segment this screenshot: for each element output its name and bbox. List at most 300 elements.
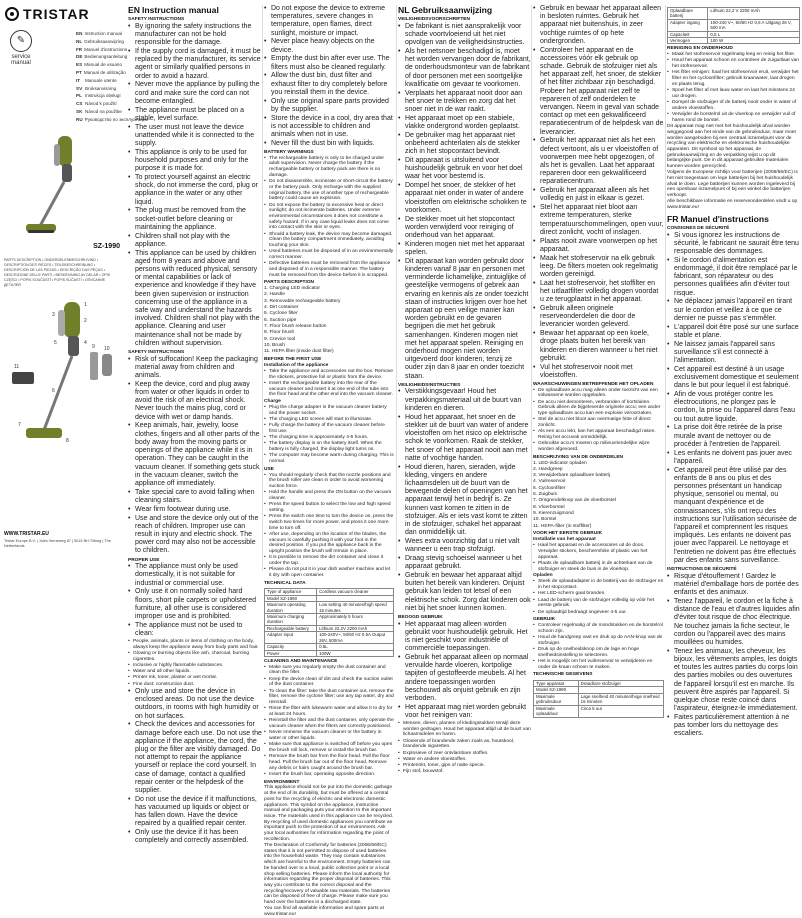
not-for-list-nl bbox=[398, 721, 531, 775]
list-item: 7. Floor brush release button bbox=[264, 323, 327, 329]
language-code: SV bbox=[76, 85, 83, 91]
lang-code-nl: NL bbox=[398, 5, 410, 15]
list-item: • Si vous ignorez les instructions de sécurité, le fabricant ne saurait être tenu responsable des dommages. bbox=[667, 232, 800, 257]
heading-safety-2: SAFETY INSTRUCTIONS bbox=[128, 349, 185, 355]
language-label: Руководство по эксплуатации bbox=[84, 116, 149, 122]
list-item: • Afin de vous protéger contre les électrocutions, ne plongez pas le cordon, la prise ou l'appareil dans l'eau ou tout autre liquide. bbox=[667, 391, 800, 424]
language-label: Manual de utilização bbox=[83, 69, 126, 75]
language-code: NL bbox=[76, 38, 83, 44]
list-item: • People, animals, plants or items of clothing on the body, always keep the appliance away from body parts and hair. bbox=[128, 639, 262, 650]
heading-use-nl: GEBRUIK bbox=[533, 617, 556, 623]
table-cell-value bbox=[708, 19, 800, 31]
subheading-install: Installation of the appliance bbox=[264, 362, 329, 368]
brand-name: TRISTAR bbox=[23, 6, 90, 22]
table-cell-value-text-2: Uitgang 26 V, 500 mA bbox=[710, 19, 792, 31]
heading-battery: BATTERY WARNINGS bbox=[264, 150, 314, 156]
list-item: 10. Brush bbox=[264, 342, 285, 348]
list-item: • To clean the filter: take the dust container out, remove the filter, remove the cyclone filter; use any tap water, dry and reinstall. bbox=[264, 689, 394, 706]
environment-text: This appliance should not be put into the domestic garbage at the end of its durability, but must be offered at a central point for the recycling of electric and electronic domestic appliances. This symbol on the appliance, instruction manual and packaging puts your attention to this important issue. The materials used in this appliance can be recycled. By recycling of used domestic appliances you contribute an important push to the protection of our environment. Ask your local authorities for information regarding the point of recollection. bbox=[264, 785, 394, 842]
list-item: • Spoel het filter af met lauw water en laat het minstens 24 uur drogen. bbox=[667, 88, 800, 99]
list-item: • Take special care to avoid falling when cleaning stairs. bbox=[128, 489, 262, 505]
heading-before-use: BEFORE THE FIRST USE bbox=[264, 356, 322, 362]
list-item: • Dit apparaat is uitsluitend voor huishoudelijk gebruik en voor het doel waar het voor bestemd is. bbox=[398, 157, 531, 182]
list-item: • Gebruik het apparaat niet als het een defect vertoont, als u er vloeistoffen of voorwerpen mee hebt opgezogen, of als het is gevallen. Laat het apparaat repareren door een gekwalificeerd reparatiecentrum. bbox=[533, 137, 664, 186]
heading-battery-nl: WAARSCHUWINGEN BETREFFENDE HET OPLADEN bbox=[533, 382, 654, 388]
service-line2: manual bbox=[11, 60, 31, 66]
safety-list-cont-nl bbox=[533, 5, 664, 380]
language-list bbox=[76, 30, 149, 124]
list-item: • Stel de accu niet bloot aan overmatige hitte of direct zonlicht. bbox=[533, 417, 664, 428]
list-item: • Houd de handgreep vast en druk op de AAN-knop van de stofzuiger. bbox=[533, 635, 664, 646]
subheading-charge-nl: Opladen bbox=[533, 572, 553, 578]
battery-list-nl bbox=[533, 388, 664, 453]
parts-list-nl bbox=[533, 461, 664, 530]
list-item: • Fine dust: construction dust. bbox=[128, 682, 262, 688]
table-row bbox=[265, 650, 394, 656]
svg-text:6: 6 bbox=[52, 388, 55, 394]
column-dutch-french bbox=[667, 5, 800, 738]
list-item: • Het apparaat mag alleen worden gebruikt voor huishoudelijk gebruik. Het is niet geschikt voor industriële of commerciële toepassingen. bbox=[398, 621, 531, 654]
charge-list-nl bbox=[533, 579, 664, 615]
table-cell-value bbox=[708, 8, 800, 20]
heading-safety-fr: CONSIGNES DE SÉCURITÉ bbox=[667, 225, 730, 231]
list-item: • Gebruik alleen originele reserveonderdelen die door de leverancier worden geleverd. bbox=[533, 305, 664, 330]
parts-diagram bbox=[4, 292, 120, 450]
column-divider bbox=[262, 5, 263, 571]
use-list bbox=[264, 473, 394, 579]
heading-parts: PARTS DESCRIPTION bbox=[264, 280, 315, 286]
list-item: • Verstikkingsgevaar! Houd het verpakkingsmateriaal uit de buurt van kinderen en dieren. bbox=[398, 388, 531, 413]
column-dutch-1 bbox=[398, 5, 531, 775]
svg-text:11: 11 bbox=[14, 364, 20, 370]
list-item: • Het apparaat mag niet worden gebruikt voor het reinigen van: bbox=[398, 704, 531, 720]
list-item: • Keep the device, cord and plug away from water or other liquids in order to avoid the risk of an electrical shock. Never touch the mains plug, cord or device with wet or damp hands. bbox=[128, 381, 262, 422]
table-row bbox=[265, 632, 394, 644]
list-item: • Les enfants ne doivent pas jouer avec l'appareil. bbox=[667, 450, 800, 466]
language-label: Návod na použitie bbox=[85, 108, 122, 114]
list-item: • After use, depending on the location of the blades, the vacuum is carefully pushing it with your foot in the desired position. If you put the appliance back in the upright position the brush will remain in place. bbox=[264, 532, 394, 555]
language-label: Instruction manual bbox=[84, 31, 122, 36]
language-label: Návod k použití bbox=[85, 101, 117, 107]
language-label: Bedienungsanleitung bbox=[84, 54, 128, 60]
list-item: • Als een accu lekt, kan het apparaat beschadigd raken. Reinig het accuvak onmiddellijk. bbox=[533, 429, 664, 440]
tristar-logo-icon bbox=[5, 7, 19, 21]
table-cell-label: Type apparaat bbox=[534, 681, 579, 687]
list-item: • Never fill the dust bin with liquids. bbox=[264, 140, 394, 148]
table-cell-value-text: 100 W bbox=[710, 38, 724, 44]
table-cell-value bbox=[578, 693, 663, 705]
list-item: • This appliance is only to be used for household purposes and only for the purpose it is made for. bbox=[128, 149, 262, 174]
language-item-sk bbox=[76, 108, 122, 116]
not-for-list bbox=[128, 639, 262, 688]
list-item: • Kinderen mogen niet met het apparaat spelen. bbox=[398, 241, 531, 257]
environment-text-nl: Dit apparaat mag niet met het huishoudelijk afval worden weggegooid aan het einde van de gebruiksduur, maar moet worden aangeboden bij een centraal inzamelpunt voor de recycling van elektrische en elektronische huishoudelijke apparaten. Dit symbool op het apparaat, de gebruiksaanwijzing en de verpakking wijst u op dit belangrijke punt. De in dit apparaat gebruikte materialen kunnen worden gerecycled. bbox=[667, 124, 796, 170]
technical-data-table bbox=[264, 588, 394, 656]
proper-use-list-nl bbox=[398, 621, 531, 721]
list-item: • Only use the device if it has been completely and correctly assembled. bbox=[128, 829, 262, 845]
list-item: • Cet appareil est destiné à un usage exclusivement domestique et seulement dans le but pour lequel il est fabriqué. bbox=[667, 366, 800, 391]
table-cell-value bbox=[317, 650, 394, 656]
safety-list bbox=[128, 23, 262, 348]
lang-code-fr: FR bbox=[667, 213, 679, 224]
list-item: • Risk of suffocation! Keep the packaging material away from children and animals. bbox=[128, 356, 262, 381]
table-cell-label: Maximum charging duration bbox=[265, 614, 317, 626]
heading-safety-2-fr: INSTRUCTIONS DE SÉCURITÉ bbox=[667, 567, 737, 573]
language-item-pt bbox=[76, 69, 126, 77]
cleaning-list bbox=[264, 665, 394, 778]
list-item: • Gebruik en bewaar het apparaat altijd buiten het bereik van kinderen. Onjuist gebruik kan leiden tot letsel of een elektrische schok. Zorg dat kinderen ook niet bij het snoer kunnen komen. bbox=[398, 572, 531, 613]
list-item: 11. HEPA-filter (in stoffilter) bbox=[533, 523, 592, 529]
list-item: • De accu niet demonteren, verbranden of kortsluiten. Gebruik alleen de bijgeleverde originele accu; een ander type oplaadbare accu kan een explosie veroorzaken. bbox=[533, 400, 664, 417]
table-cell-value-text: Low setting 40 minutes/high speed 15 minutes bbox=[319, 602, 387, 613]
list-item: • Insert the brush bar, operating opposite direction. bbox=[264, 772, 394, 778]
list-item: • Haal het apparaat en de accessoires uit de doos. Verwijder stickers, beschermfolie of plastic van het apparaat. bbox=[533, 543, 664, 560]
language-code: EN bbox=[76, 31, 83, 36]
list-item: • Dompel de stofzuiger of de batterij nooit onder in water of andere vloeistoffen. bbox=[667, 100, 800, 111]
list-item: • Dompel het snoer, de stekker of het apparaat niet onder in water of andere vloeistoffen om elektrische schokken te voorkomen. bbox=[398, 182, 531, 215]
list-item: • Gebruik het apparaat alleen op normaal vervuilde harde vloeren, kortpolige tapijten of gestoffeerde meubels. Al het andere toepassingen worden beschouwd als onjuist gebruik en zijn verboden. bbox=[398, 654, 531, 703]
wrench-icon: ✎ bbox=[10, 30, 32, 52]
support-text-nl: Alle beschikbare informatie en reserveonderdelen vindt u op www.tristar.eu! bbox=[667, 199, 798, 211]
table-cell-label: Capaciteit bbox=[668, 31, 708, 37]
table-cell-label: Vermogen bbox=[668, 38, 708, 44]
heading-proper-use: PROPER USE bbox=[128, 557, 160, 563]
service-badge bbox=[4, 30, 38, 66]
table-cell-value-text-2: Output 26V, 500mA bbox=[319, 632, 386, 643]
list-item: • Gebruik en bewaar het apparaat alleen in besloten ruimtes. Gebruik het apparaat niet buitenshuis, in zeer vochtige ruimtes of op hete ondergronden. bbox=[533, 5, 664, 46]
table-row bbox=[534, 693, 664, 705]
list-item: • Keep the device clean of dirt and check the suction outlet of the dust container. bbox=[264, 677, 394, 688]
list-item: 6. Zuigbuis bbox=[533, 492, 557, 498]
list-item: • De fabrikant is niet aansprakelijk voor schade voortvloeiend uit het niet opvolgen van de veiligheidsinstructies. bbox=[398, 23, 531, 48]
list-item: • Store the device in a cool, dry area that is not accessible to children and animals when not in use. bbox=[264, 115, 394, 140]
table-cell-value-text: Lithium 22.2V 2200 mAh bbox=[319, 625, 368, 631]
list-item: 1. Charging LED indicator bbox=[264, 286, 321, 292]
heading-use: USE bbox=[264, 466, 274, 472]
list-item: • This appliance can be used by children aged from 8 years and above and persons with reduced physical, sensory or mental capabilities or lack of experience and knowledge if they have been given supervision or instruction concerning use of the appliance in a safe way and understand the hazards involved. Children shall not play with the appliance. Cleaning and user maintenance shall not be made by children without supervision. bbox=[128, 250, 262, 348]
list-item: • The charging time is approximately 4-5 hours. bbox=[264, 435, 394, 441]
svg-text:8: 8 bbox=[66, 438, 69, 444]
language-label: Instrukcja obsługi bbox=[85, 93, 121, 99]
svg-text:7: 7 bbox=[18, 422, 21, 428]
list-item: • Ne laissez jamais l'appareil sans surveillance s'il est connecté à l'alimentation. bbox=[667, 341, 800, 366]
list-item: • Reinstall the filter and the dust container, only operate the vacuum cleaner when the filters are correctly positioned. bbox=[264, 718, 394, 729]
parts-multilingual-heading: PARTS DESCRIPTION • ONDERDELENBESCHRIJVING • DESCRIPTION DES PIÈCES • TEILEBESCHREIBUNG • DESCRIPCIÓN DE LAS PIEZAS • DESCRIÇÃO DAS PEÇAS • DESCRIZIONE DELLE PARTI • BESKRIVNING AV DELAR • OPIS CZĘŚCI • POPIS SOUČÁSTÍ • POPIS SÚČASTÍ • ОПИСАНИЕ ДЕТАЛЕЙ bbox=[4, 258, 111, 287]
list-item: • The user must not leave the device unattended while it is connected to the supply. bbox=[128, 124, 262, 149]
title-text-fr: Manuel d'instructions bbox=[680, 213, 769, 224]
list-item: • L'appareil doit être posé sur une surface stable et plane. bbox=[667, 324, 800, 340]
list-item: • Het LED-scherm gaat branden. bbox=[533, 591, 664, 597]
language-item-ru bbox=[76, 116, 149, 124]
list-item: • Wear firm footwear during use. bbox=[128, 506, 262, 514]
heading-safety-nl: VEILIGHEIDSVOORSCHRIFTEN bbox=[398, 17, 470, 22]
list-item: 8. Vloerborstel bbox=[533, 504, 565, 510]
list-item: • Fijn stof, bouwstof. bbox=[398, 769, 531, 775]
list-item: • Only use it on normally soiled hard floors, short pile carpets or upholstered furniture, all other use is considered improper use and is prohibited. bbox=[128, 588, 262, 621]
list-item: • Het filter reinigen: haal het stofreservoir eruit, verwijder het filter en het cycloonfilter; gebruik kraanwater, laat drogen en plaats terug. bbox=[667, 70, 800, 87]
heading-cleaning-nl: REINIGING EN ONDERHOUD bbox=[667, 46, 733, 52]
list-item: • Never immerse the vacuum cleaner or the battery in water or other liquids. bbox=[264, 730, 394, 741]
table-cell-value bbox=[578, 705, 663, 717]
list-item: • Press the speed button to select the low and high speed setting. bbox=[264, 502, 394, 513]
heading-cleaning: CLEANING AND MAINTENANCE bbox=[264, 658, 338, 664]
parts-list bbox=[264, 286, 394, 355]
table-cell-value-text: 100-240V~, 50/60 Hz 0.5A bbox=[319, 632, 371, 638]
language-code: DE bbox=[76, 54, 83, 60]
list-item: • De oplaadbare accu mag alleen onder toezicht van een volwassene worden opgeladen. bbox=[533, 388, 664, 399]
list-item: • The charging LED screen will start to illuminate. bbox=[264, 417, 394, 423]
list-item: • If the supply cord is damaged, it must be replaced by the manufacturer, its service agent or similarly qualified persons in order to avoid a hazard. bbox=[128, 48, 262, 81]
list-item: • By ignoring the safety instructions the manufacturer can not be hold responsible for the damage. bbox=[128, 23, 262, 48]
proper-use-list bbox=[128, 563, 262, 638]
table-row bbox=[265, 602, 394, 614]
list-item: 1. LED-indicator opladen bbox=[533, 460, 587, 466]
list-item: • The appliance must be placed on a stable, level surface. bbox=[128, 107, 262, 123]
subheading-install-nl: Installatie van het apparaat bbox=[533, 536, 596, 542]
list-item: • Please do not put it in your dish washer machine and let it dry with open container. bbox=[264, 567, 394, 578]
list-item: • Maak het stofreservoir regelmatig leeg en reinig het filter. bbox=[667, 52, 800, 58]
technical-data-table-nl-cont bbox=[667, 7, 800, 44]
title-text-en: Instruction manual bbox=[141, 5, 219, 15]
list-item: • Draag stevig schoeisel wanneer u het apparaat gebruikt. bbox=[398, 555, 531, 571]
list-item: • Tenez l'appareil, le cordon et la fiche à distance de l'eau et d'autres liquides afin d'éviter tout risque de choc électrique. Ne touchez jamais la fiche secteur, le cordon ou l'appareil avec des mains mouillées ou humides. bbox=[667, 598, 800, 647]
list-item: • Empty the dust bin after ever use. The filters must also be cleaned regularly. bbox=[264, 55, 394, 71]
website-link[interactable]: WWW.TRISTAR.EU bbox=[4, 531, 49, 537]
list-item: • Printerinkt, toner, gips of natte specie. bbox=[398, 763, 531, 769]
list-item: 2. Handgreep bbox=[533, 466, 563, 472]
list-item: • Faites particulièrement attention à ne pas tomber lors du nettoyage des escaliers. bbox=[667, 714, 800, 739]
battery-disposal-text: The Declaration of Conformity for batteries (2006/66/EC) states that it is not permitted to dispose of used batteries into the household waste. They may contain substances which are harmful to the environment. Empty batteries can be handed over to a local, public collection point or a local shop selling batteries. Please inform the local authority for information regarding the proper disposal of batteries. This way you contribute to the correct disposal and the recycling/recovery of valuable raw materials. The batteries can be disposed of free of charge. Please make sure you hand over the batteries in a discharged state. bbox=[264, 843, 391, 906]
table-cell-value bbox=[317, 632, 394, 644]
list-item: • The rechargeable battery is only to be charged under adult supervision. Never charge the battery if the rechargeable battery or battery pack are there is no damage. bbox=[264, 156, 394, 179]
battery-disposal-text-nl: Volgens de Europese richtlijn voor batterijen (2006/66/EC) is het niet toegestaan om lege batterijen bij het huishoudelijk afval te doen. Lege batterijen kunnen worden ingeleverd bij een openbaar inzamelpunt of bij een winkel die batterijen verkoopt. bbox=[667, 170, 798, 199]
list-item: • De oplaadtijd bedraagt ongeveer 4-5 uur. bbox=[533, 610, 664, 616]
title-text-nl: Gebruiksaanwijzing bbox=[411, 5, 493, 15]
list-item: • Mensen, dieren, planten of kledingstukken terwijl deze worden gedragen. Houd het apparaat altijd uit de buurt van lichaamsdelen en haren. bbox=[398, 721, 531, 738]
safety-list-fr bbox=[667, 232, 800, 565]
list-item: • Water and all other liquids. bbox=[128, 669, 262, 675]
install-list-nl bbox=[533, 543, 664, 572]
list-item: • Plug the charge adapter in the vacuum cleaner battery and the power socket. bbox=[264, 405, 394, 416]
language-item-pl bbox=[76, 92, 122, 100]
heading-environment: ENVIRONMENT bbox=[264, 779, 300, 785]
safety-list-2-fr bbox=[667, 573, 800, 739]
column-divider bbox=[396, 5, 397, 571]
list-item: • Never move the appliance by pulling the cord and make sure the cord can not become entangled. bbox=[128, 81, 262, 106]
table-cell-value-text: Lithium 22,2 V 2200 mAh bbox=[710, 8, 760, 13]
heading-technical-nl: TECHNISCHE GEGEVENS bbox=[533, 672, 593, 678]
table-cell-value-text: Cordless vacuum cleaner bbox=[319, 589, 369, 595]
table-cell-label: Rechargeable battery bbox=[265, 625, 317, 631]
table-cell-value bbox=[317, 614, 394, 626]
section-title-nl bbox=[398, 5, 531, 15]
list-item: • To protect yourself against an electric shock, do not immerse the cord, plug or appliance in the water or any other liquid. bbox=[128, 174, 262, 207]
table-row bbox=[534, 705, 664, 717]
list-item: 8. Floor brush bbox=[264, 330, 295, 336]
company-address: Tristar Europe B.V. | Jules Verneweg 87 | 5015 BH Tilburg | The Netherlands bbox=[4, 539, 111, 548]
list-item: • Should a battery leak, the device may become damaged. Clean the battery compartment immediately, avoiding touching your skin. bbox=[264, 232, 394, 249]
table-cell-label: Model SZ-1990 bbox=[534, 687, 579, 693]
svg-text:1: 1 bbox=[84, 302, 87, 308]
list-item: • Plaats de oplaadbare batterij in de achterkant van de stofzuiger en steek de buis in de vloerkop. bbox=[533, 561, 664, 572]
svg-text:4: 4 bbox=[84, 340, 87, 346]
list-item: • Never place heavy objects on the device. bbox=[264, 38, 394, 54]
language-item-cs bbox=[76, 100, 122, 108]
list-item: 9. Crevice tool bbox=[264, 336, 296, 342]
service-line1: service bbox=[11, 54, 31, 60]
safety-list-cont bbox=[264, 5, 394, 148]
list-item: • Gloeiende of brandende zaken zoals as, houtskool, brandende sigaretten. bbox=[398, 739, 531, 750]
list-item: • Controleer regelmatig of de mondstukken en de borstelrol schoon zijn. bbox=[533, 623, 664, 634]
column-divider bbox=[665, 5, 666, 571]
table-cell-label: Maximale oplaadduur bbox=[534, 705, 579, 717]
list-item: • The battery display is on the battery itself. When the battery is fully charged, the display light turns on. bbox=[264, 441, 394, 452]
list-item: • Si le cordon d'alimentation est endommagé, il doit être remplacé par le fabricant, son réparateur ou des personnes qualifiées afin d'éviter tout risque. bbox=[667, 257, 800, 298]
list-item: • Druk op de snelheidsknop om de lage en hoge snelheidsinstelling te selecteren. bbox=[533, 647, 664, 658]
column-english-2 bbox=[264, 5, 394, 918]
list-item: • Make sure you regularly empty the dust container and clean the filter. bbox=[264, 665, 394, 676]
list-item: 9. Kierenzuigmond bbox=[533, 510, 574, 516]
list-item: • The computer may become warm during charging. This is normal. bbox=[264, 453, 394, 464]
language-item-sv bbox=[76, 85, 122, 93]
list-item: • Allow the dust bin, dust filter and exhaust filter to dry completely before you reinstall them in the device. bbox=[264, 72, 394, 97]
list-item: • Gebruikte accu's moeten op milieuvriendelijke wijze worden afgevoerd. bbox=[533, 441, 664, 452]
heading-proper-use-nl: BEOOGD GEBRUIK bbox=[398, 614, 443, 620]
list-item: • Het is mogelijk om het vuilreservoir te verwijderen en onder de kraan schoon te maken. bbox=[533, 659, 664, 670]
table-cell-value-text: Draadloze stofzuiger bbox=[580, 681, 621, 687]
list-item: • Het apparaat moet op een stabiele, vlakke ondergrond worden geplaatst. bbox=[398, 115, 531, 131]
safety-list-2 bbox=[128, 356, 262, 556]
list-item: • It is possible to remove the dirt container and clean it under the tap. bbox=[264, 555, 394, 566]
table-cell-value bbox=[708, 38, 800, 44]
list-item: • Wees extra voorzichtig dat u niet valt wanneer u een trap stofzuigt. bbox=[398, 538, 531, 554]
table-cell-label: Power bbox=[265, 650, 317, 656]
table-cell-label: Type of appliance bbox=[265, 589, 317, 595]
list-item: 7. Ontgrendelknop van de vloerborstel bbox=[533, 498, 616, 504]
language-code: SK bbox=[76, 108, 83, 114]
table-row bbox=[668, 38, 800, 44]
list-item: • Tenez les animaux, les cheveux, les bijoux, les vêtements amples, les doigts et toutes les autres parties du corps loin des parties mobiles ou des ouvertures de l'appareil lorsqu'il est en marche. Ils peuvent être aspirés par l'appareil. Si quelque chose reste coincé dans l'aspirateur, éteignez-le immédiatement. bbox=[667, 648, 800, 714]
language-code: IT bbox=[76, 77, 81, 83]
list-item: • Insert the rechargeable battery into the rear of the vacuum cleaner and insert it at one end of the tube into the floor head and the other end into the vacuum cleaner. bbox=[264, 381, 394, 398]
list-item: 4. Dirt container bbox=[264, 305, 299, 311]
list-item: 3. Removable rechargeable battery bbox=[264, 298, 341, 304]
svg-text:10: 10 bbox=[104, 346, 110, 352]
table-cell-label: Maximum operating duration bbox=[265, 602, 317, 614]
list-item: • Explosieve of zeer ontvlambare stoffen. bbox=[398, 751, 531, 757]
list-item: • Use and store the device only out of the reach of children. Improper use can result in injury and electric shock. The power cord may also not be accessible to children. bbox=[128, 515, 262, 556]
list-item: 4. Vuilreservoir bbox=[533, 479, 566, 485]
list-item: 2. Handle bbox=[264, 292, 285, 298]
model-number: SZ-1990 bbox=[93, 243, 120, 250]
install-list bbox=[264, 369, 394, 398]
heading-before-use-nl: VOOR HET EERSTE GEBRUIK bbox=[533, 531, 603, 537]
safety-list-nl bbox=[398, 23, 531, 381]
table-cell-label: Oplaadbare batterij bbox=[668, 8, 708, 20]
table-cell-value-text: 100W bbox=[319, 650, 331, 656]
list-item: • The appliance must only be used domestically, it is not suitable for industrial or commercial use. bbox=[128, 563, 262, 588]
list-item: • La prise doit être retirée de la prise murale avant de nettoyer ou de procéder à l'entretien de l'appareil. bbox=[667, 424, 800, 449]
column-dutch-2 bbox=[533, 5, 664, 717]
section-title-en bbox=[128, 5, 262, 15]
list-item: • Do not expose the battery to excessive heat or direct sunlight; do not incinerate batteries. Under extreme environmental circumstances it does not constitute a safety hazard. If in any case liquid leaks does not come into contact with the skin or eyes. bbox=[264, 203, 394, 232]
list-item: • Inclusive or highly flammable substances. bbox=[128, 663, 262, 669]
svg-text:2: 2 bbox=[84, 318, 87, 324]
list-item: • Risque d'étouffement ! Gardez le matériel d'emballage hors de portée des enfants et des animaux. bbox=[667, 573, 800, 598]
list-item: • The plug must be removed from the socket-outlet before cleaning or maintaining the appliance. bbox=[128, 207, 262, 232]
language-code: RU bbox=[76, 116, 83, 122]
list-item: 11. HEPA filter (inside dust filter) bbox=[264, 349, 334, 355]
table-cell-value-text: Circa 5 uur bbox=[580, 705, 603, 711]
table-cell-value-text: 100-240 V~, 50/60 Hz 0,5 A bbox=[710, 19, 765, 25]
list-item: • Rinse the filter with lukewarm water and allow it to dry for at least 24 hours. bbox=[264, 706, 394, 717]
language-label: Gebruiksaanwijzing bbox=[84, 38, 124, 44]
list-item: • Hold the handle and press the ON button on the vacuum cleaner. bbox=[264, 490, 394, 501]
list-item: • Als het netsnoer beschadigd is, moet het worden vervangen door de fabrikant, de onderhoudsmonteur van de fabrikant of door personen met een soortgelijke kwalificatie om gevaar te voorkomen. bbox=[398, 48, 531, 89]
battery-list bbox=[264, 156, 394, 279]
column-english-1 bbox=[128, 5, 262, 845]
table-cell-label: Model SZ-1990 bbox=[265, 595, 317, 601]
list-item: • Do not use the device if it malfunctions, has vacuumed up liquids or object or has fallen down. Have the device repaired by a qualified repair center. bbox=[128, 796, 262, 829]
table-cell-label: Maximale gebruiksduur bbox=[534, 693, 579, 705]
language-label: Bruksanvisning bbox=[85, 85, 117, 91]
subheading-charge: Charge bbox=[264, 398, 281, 404]
list-item: • Fully charge the battery of the vacuum cleaner before first use. bbox=[264, 423, 394, 434]
list-item: • Gebruik het apparaat alleen als het volledig en juist in elkaar is gezet. bbox=[533, 187, 664, 203]
language-item-fr bbox=[76, 46, 128, 54]
brand-logo bbox=[5, 6, 119, 22]
cleaning-list-nl bbox=[667, 52, 800, 123]
list-item: • Bewaar het apparaat op een koele, droge plaats buiten het bereik van kinderen en dieren wanneer u het niet gebruikt. bbox=[533, 330, 664, 363]
language-item-en bbox=[76, 30, 122, 38]
list-item: • Verplaats het apparaat nooit door aan het snoer te trekken en zorg dat het snoer niet in de war raakt. bbox=[398, 90, 531, 115]
list-item: • Keep animals, hair, jewelry, loose clothes, fingers and all other parts of the body away from the moving parts or openings of the appliance while it is in operation. They can be caught in the vacuum cleaner. If something gets stuck in the vacuum cleaner, switch the appliance off immediately. bbox=[128, 422, 262, 488]
list-item: • Only use original spare parts provided by the supplier. bbox=[264, 98, 394, 114]
list-item: • Printer ink, toner, plaster or wet mortar. bbox=[128, 675, 262, 681]
list-item: • Water en andere vloeistoffen. bbox=[398, 757, 531, 763]
support-text: You can find all available information and spare parts at www.tristar.eu! bbox=[264, 906, 384, 918]
language-code: PT bbox=[76, 69, 82, 75]
table-cell-value bbox=[317, 602, 394, 614]
list-item: • De stekker moet uit het stopcontact worden verwijderd voor reiniging of onderhoud van het apparaat. bbox=[398, 216, 531, 241]
table-cell-value-text: 0.5L bbox=[319, 644, 328, 650]
list-item: 10. Borstel bbox=[533, 517, 557, 523]
table-row bbox=[265, 614, 394, 626]
list-item: • Ne déplacez jamais l'appareil en tirant sur le cordon et veillez à ce que ce dernier ne puisse pas s'emmêler. bbox=[667, 298, 800, 323]
list-item: • Defective batteries must be removed from the appliance and disposed of in a responsible manner. The battery must be removed from the device before it is scrapped. bbox=[264, 261, 394, 278]
list-item: • Take the appliance and accessories out the box. Remove the stickers, protective foil or plastic from the device. bbox=[264, 369, 394, 380]
column-divider bbox=[531, 5, 532, 571]
table-cell-label: Adapter ingang bbox=[668, 19, 708, 31]
safety-list-2-nl bbox=[398, 388, 531, 612]
list-item: • Do not disassemble, incinerate or short-circuit the battery or the battery pack. Only recharge with the supplied original battery, the use of another type of rechargeable battery could cause an explosion. bbox=[264, 179, 394, 202]
list-item: • Check the devices and accessories for damage before each use. Do not use the appliance if the appliance, the cord, the plug or the filter are visibly damaged. Do not attempt to repair the appliance yourself or replace the cord yourself. In case of damage, contact a qualified repair center or the helpdesk of the supplier. bbox=[128, 721, 262, 795]
heading-safety-2-nl: VEILIGHEIDSINSTRUCTIES bbox=[398, 382, 461, 388]
charge-list bbox=[264, 405, 394, 465]
list-item: • De gebruiker mag het apparaat niet onbeheerd achterlaten als de stekker zich in het stopcontact bevindt. bbox=[398, 132, 531, 157]
language-code: PL bbox=[76, 93, 82, 99]
list-item: • Laad de batterij van de stofzuiger volledig op vóór het eerste gebruik. bbox=[533, 598, 664, 609]
svg-text:3: 3 bbox=[52, 312, 55, 318]
language-code: CS bbox=[76, 101, 83, 107]
list-item: 5. Cyclone filter bbox=[264, 311, 298, 317]
list-item: • Houd dieren, haren, sieraden, wijde kleding, vingers en andere lichaamsdelen uit de buurt van de bewegende delen of openingen van het apparaat terwijl het in bedrijf is. Ze kunnen vast komen te zitten in de stofzuiger. Als er iets vast komt te zitten in de stofzuiger, schakel het apparaat dan onmiddellijk uit. bbox=[398, 464, 531, 538]
language-label: Manual de usuario bbox=[84, 62, 122, 68]
list-item: • Make sure that appliance is switched off before you open the brush roll lock, remove or install the brush bar. bbox=[264, 742, 394, 753]
list-item: • Children shall not play with the appliance. bbox=[128, 233, 262, 249]
use-list-nl bbox=[533, 623, 664, 670]
table-cell-label: Capacity bbox=[265, 644, 317, 650]
